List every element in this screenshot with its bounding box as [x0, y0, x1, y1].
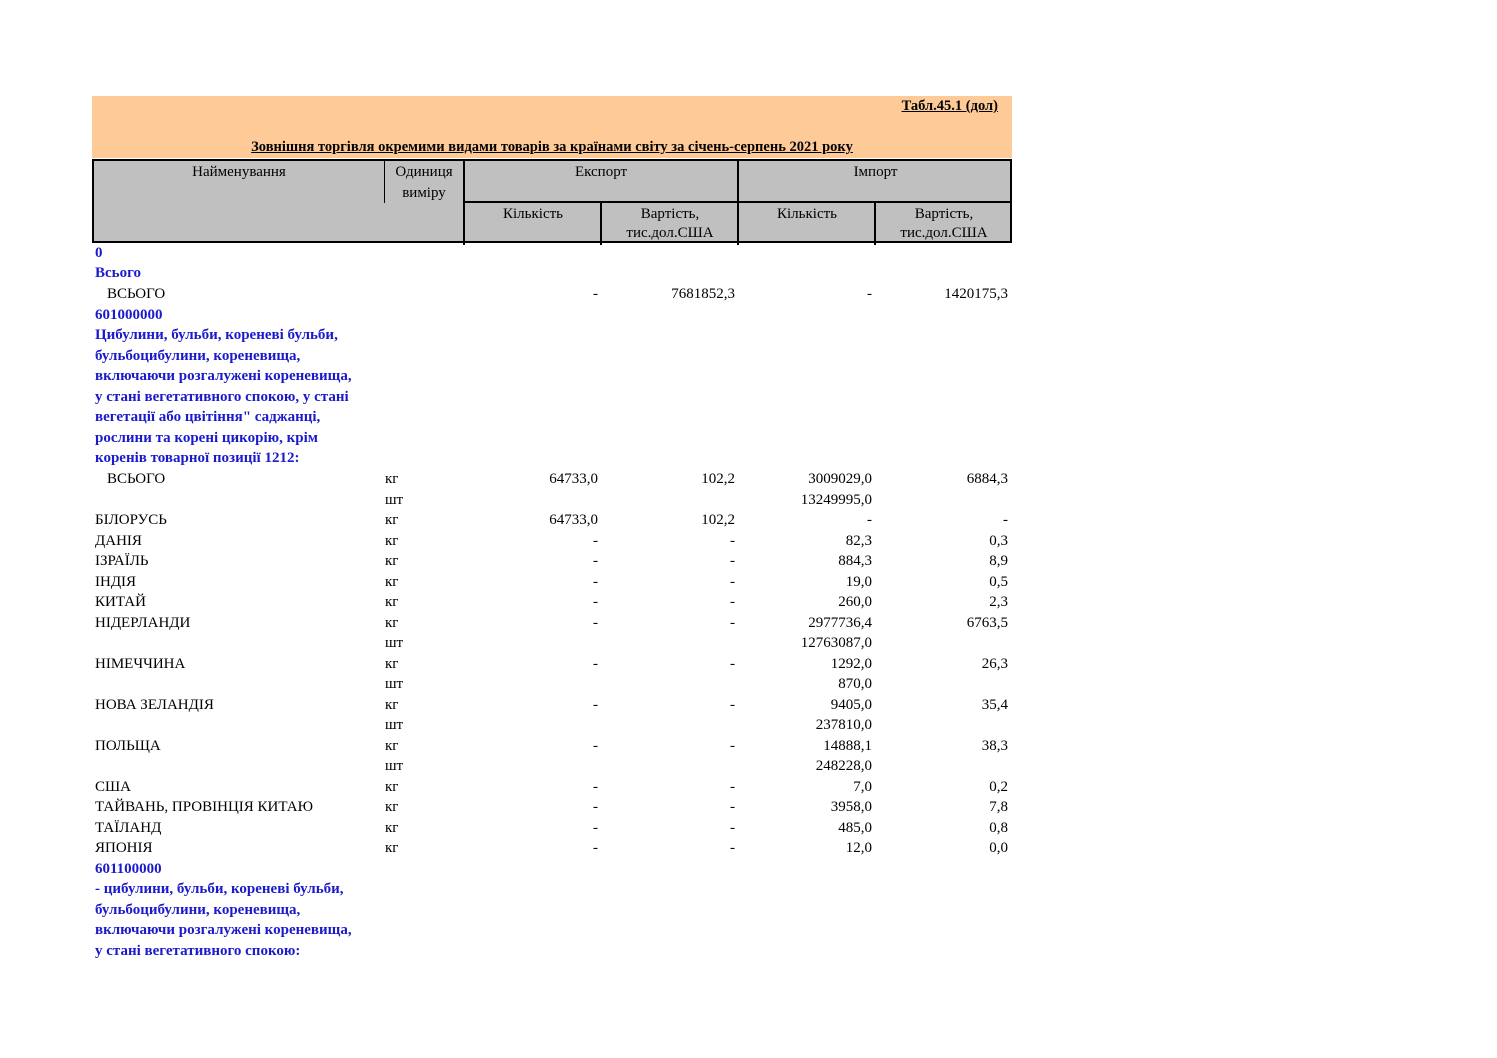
import-qty: 884,3	[838, 553, 872, 569]
row-unit: кг	[385, 471, 399, 487]
export-value: -	[730, 697, 735, 713]
import-value: 1420175,3	[944, 286, 1008, 302]
import-qty-header: Кількість	[776, 206, 837, 222]
col-import-header: Імпорт	[853, 164, 898, 180]
section-code: 0	[95, 245, 103, 261]
import-qty: 237810,0	[815, 717, 872, 733]
export-value: -	[730, 553, 735, 569]
export-value: 7681852,3	[671, 286, 735, 302]
import-val-header-1: Вартість,	[914, 206, 974, 222]
section-code: 601000000	[95, 307, 163, 323]
row-unit: шт	[385, 635, 404, 651]
row-name: ЯПОНІЯ	[95, 840, 153, 856]
export-value: -	[730, 615, 735, 631]
export-value	[607, 756, 735, 776]
table-header	[92, 159, 1012, 243]
section-name-line: включаючи розгалужені кореневища,	[95, 368, 352, 384]
import-qty: 3958,0	[830, 799, 872, 815]
section-name-line: коренів товарної позиції 1212:	[95, 450, 300, 466]
row-unit: кг	[385, 615, 399, 631]
row-name: ВСЬОГО	[107, 471, 166, 487]
section-name-line: - цибулини, бульби, кореневі бульби,	[95, 881, 344, 897]
section-name-line: бульбоцибулини, кореневища,	[95, 902, 301, 918]
row-name: НІДЕРЛАНДИ	[95, 615, 191, 631]
import-qty: 3009029,0	[808, 471, 872, 487]
row-name: КИТАЙ	[95, 594, 146, 610]
export-qty: -	[593, 697, 598, 713]
row-name: ТАЙВАНЬ, ПРОВІНЦІЯ КИТАЮ	[95, 799, 314, 815]
row-name: США	[95, 779, 131, 795]
export-qty	[470, 490, 598, 510]
row-name: НОВА ЗЕЛАНДІЯ	[95, 697, 214, 713]
export-value: -	[730, 738, 735, 754]
export-qty: -	[593, 533, 598, 549]
import-value: 2,3	[989, 594, 1008, 610]
section-name-line: рослини та корені цикорію, крім	[95, 430, 318, 446]
import-value: 0,2	[989, 779, 1008, 795]
import-qty: 2977736,4	[808, 615, 872, 631]
export-value: 102,2	[701, 512, 735, 528]
import-value: 38,3	[981, 738, 1008, 754]
row-unit: шт	[385, 676, 404, 692]
divider	[463, 201, 1012, 203]
export-value: -	[730, 574, 735, 590]
export-qty: 64733,0	[549, 512, 598, 528]
section-name: Всього	[95, 265, 142, 281]
import-value	[880, 674, 1008, 694]
export-qty	[470, 756, 598, 776]
import-qty: 12,0	[845, 840, 872, 856]
export-value: -	[730, 799, 735, 815]
import-value: 7,8	[989, 799, 1008, 815]
import-value: 8,9	[989, 553, 1008, 569]
row-unit: кг	[385, 512, 399, 528]
row-unit: кг	[385, 779, 399, 795]
export-qty: -	[593, 799, 598, 815]
col-unit-header-1: Одиниця	[395, 164, 453, 180]
section-name-line: у стані вегетативного спокою:	[95, 943, 301, 959]
row-unit: кг	[385, 697, 399, 713]
import-qty: 14888,1	[823, 738, 872, 754]
export-value: -	[730, 779, 735, 795]
import-value: 26,3	[981, 656, 1008, 672]
export-value: -	[730, 594, 735, 610]
import-value: 0,5	[989, 574, 1008, 590]
row-unit: кг	[385, 533, 399, 549]
export-qty	[470, 715, 598, 735]
section-name-line: у стані вегетативного спокою, у стані	[95, 389, 349, 405]
export-value	[607, 490, 735, 510]
section-name-line: бульбоцибулини, кореневища,	[95, 348, 301, 364]
row-unit: кг	[385, 799, 399, 815]
export-qty	[470, 674, 598, 694]
export-value: 102,2	[701, 471, 735, 487]
section-code: 601100000	[95, 861, 162, 877]
export-val-header-2: тис.дол.США	[626, 225, 714, 241]
export-qty: -	[593, 820, 598, 836]
import-qty: -	[867, 286, 872, 302]
export-qty: 64733,0	[549, 471, 598, 487]
export-value: -	[730, 656, 735, 672]
export-qty	[470, 633, 598, 653]
import-qty: 9405,0	[830, 697, 872, 713]
row-unit: кг	[385, 574, 399, 590]
import-qty: 7,0	[853, 779, 872, 795]
import-value	[880, 490, 1008, 510]
row-name: БІЛОРУСЬ	[95, 512, 167, 528]
row-name: ІНДІЯ	[95, 574, 137, 590]
import-qty: 260,0	[838, 594, 872, 610]
row-unit: кг	[385, 738, 399, 754]
import-value: 35,4	[981, 697, 1008, 713]
import-value: 6884,3	[966, 471, 1008, 487]
row-name: НІМЕЧЧИНА	[95, 656, 186, 672]
import-value	[880, 633, 1008, 653]
table-banner	[92, 96, 1012, 158]
import-qty: 1292,0	[830, 656, 872, 672]
col-unit-header-2: виміру	[402, 185, 446, 201]
row-name: ІЗРАЇЛЬ	[95, 553, 149, 569]
export-value: -	[730, 840, 735, 856]
row-unit: кг	[385, 820, 399, 836]
row-unit: шт	[385, 717, 404, 733]
import-val-header-2: тис.дол.США	[900, 225, 988, 241]
col-export-header: Експорт	[574, 164, 628, 180]
export-qty-header: Кількість	[502, 206, 563, 222]
export-value	[607, 633, 735, 653]
export-value: -	[730, 820, 735, 836]
export-value	[607, 715, 735, 735]
export-val-header-1: Вартість,	[640, 206, 700, 222]
import-qty: 82,3	[845, 533, 872, 549]
import-value	[880, 715, 1008, 735]
row-unit: кг	[385, 840, 399, 856]
section-name-line: вегетації або цвітіння" саджанці,	[95, 409, 321, 425]
row-unit: шт	[385, 758, 404, 774]
row-name: ПОЛЬЩА	[95, 738, 161, 754]
row-name: ВСЬОГО	[107, 286, 166, 302]
import-qty: 248228,0	[815, 758, 872, 774]
import-value: 0,0	[989, 840, 1008, 856]
export-qty: -	[593, 656, 598, 672]
row-unit: кг	[385, 656, 399, 672]
export-value: -	[730, 533, 735, 549]
export-qty: -	[593, 840, 598, 856]
export-value	[607, 674, 735, 694]
import-value: 6763,5	[966, 615, 1008, 631]
export-qty: -	[593, 574, 598, 590]
import-qty: 19,0	[845, 574, 872, 590]
import-value: 0,8	[989, 820, 1008, 836]
row-unit: кг	[385, 553, 399, 569]
row-name: ДАНІЯ	[95, 533, 142, 549]
import-qty: 485,0	[838, 820, 872, 836]
export-qty: -	[593, 738, 598, 754]
import-value: 0,3	[989, 533, 1008, 549]
import-value: -	[1003, 512, 1008, 528]
col-name-header: Найменування	[192, 164, 286, 180]
table-title: Зовнішня торгівля окремими видами товарів за країнами світу за січень-серпень 2021 року	[251, 139, 853, 155]
import-qty: 13249995,0	[800, 492, 872, 508]
import-qty: 870,0	[838, 676, 872, 692]
table-label: Табл.45.1 (дол)	[901, 98, 998, 114]
export-qty: -	[593, 594, 598, 610]
row-unit: кг	[385, 594, 399, 610]
import-qty: 12763087,0	[800, 635, 872, 651]
import-qty: -	[867, 512, 872, 528]
section-name-line: Цибулини, бульби, кореневі бульби,	[95, 327, 338, 343]
section-name-line: включаючи розгалужені кореневища,	[95, 922, 352, 938]
export-qty: -	[593, 779, 598, 795]
import-value	[880, 756, 1008, 776]
row-name: ТАЇЛАНД	[95, 820, 162, 836]
export-qty: -	[593, 553, 598, 569]
export-qty: -	[593, 615, 598, 631]
export-qty: -	[593, 286, 598, 302]
row-unit: шт	[385, 492, 404, 508]
